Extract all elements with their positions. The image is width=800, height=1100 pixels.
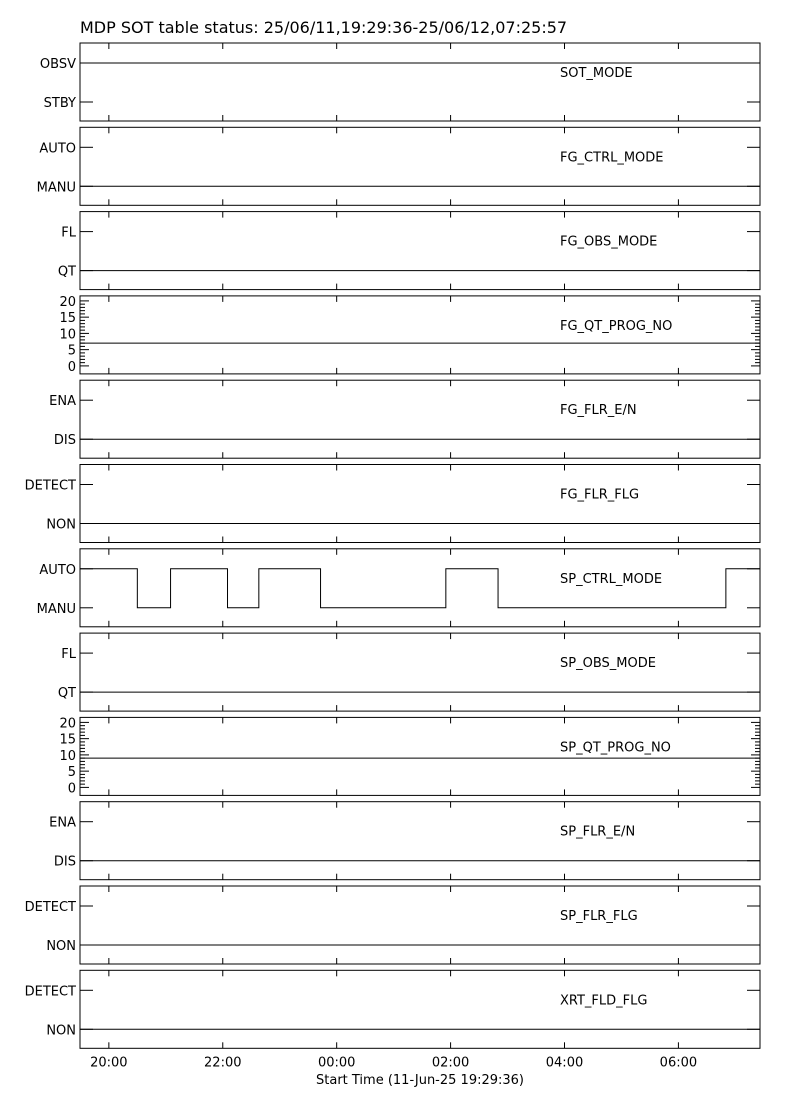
panel-sp-ctrl-mode (37, 549, 760, 627)
panel-frame (80, 717, 760, 795)
y-tick-label: AUTO (39, 562, 76, 578)
panel-series-name: SP_FLR_FLG (560, 909, 638, 924)
y-tick-label: DETECT (24, 984, 76, 1000)
y-tick-label: QT (57, 686, 76, 702)
y-tick-label: NON (46, 939, 76, 954)
y-tick-label: DIS (53, 854, 76, 870)
panel-series-name: FG_FLR_FLG (560, 487, 640, 503)
chart-title: MDP SOT table status: 25/06/11,19:29:36-25/06/12,07:25:57 (80, 18, 568, 37)
panel-frame (80, 43, 760, 121)
panel-xrt-fld-flg (25, 970, 760, 1048)
y-tick-label: NON (46, 1023, 76, 1039)
panels-group (25, 43, 760, 1048)
y-tick-label: 0 (67, 781, 76, 797)
panel-sp-obs-mode (58, 633, 760, 711)
y-tick-label: 15 (59, 311, 76, 327)
panel-fg-qt-prog-no (59, 295, 760, 375)
x-tick-label: 20:00 (90, 1055, 128, 1071)
panel-frame (80, 380, 760, 458)
y-tick-label: MANU (36, 180, 76, 196)
x-axis (90, 1055, 697, 1070)
panel-sot-mode (40, 43, 760, 121)
panel-frame (80, 127, 760, 205)
y-tick-label: DETECT (24, 900, 76, 915)
panel-series-name: SP_CTRL_MODE (560, 571, 663, 587)
panel-frame (80, 886, 760, 964)
panel-fg-ctrl-mode (37, 127, 760, 205)
panel-fg-flr-flg (25, 465, 760, 543)
panel-series-name: XRT_FLD_FLG (560, 993, 648, 1009)
y-tick-label: ENA (49, 815, 76, 831)
y-tick-label: OBSV (39, 57, 76, 72)
panel-frame (80, 465, 760, 543)
x-tick-label: 00:00 (317, 1055, 356, 1071)
y-tick-label: DIS (53, 433, 76, 449)
x-tick-label: 02:00 (431, 1055, 470, 1071)
panel-series-name: SP_FLR_E/N (560, 824, 636, 840)
panel-series-name: SP_OBS_MODE (560, 656, 656, 672)
y-tick-label: AUTO (39, 141, 76, 157)
y-tick-label: 20 (59, 294, 76, 310)
panel-frame (80, 549, 760, 627)
panel-series-name: SP_QT_PROG_NO (560, 740, 671, 756)
y-tick-label: QT (57, 264, 76, 280)
y-tick-label: MANU (36, 601, 76, 617)
panel-series-name: FG_OBS_MODE (560, 234, 658, 250)
y-tick-label: ENA (49, 394, 76, 410)
panel-fg-obs-mode (58, 212, 760, 290)
panel-fg-flr-e-n (49, 380, 760, 458)
y-tick-label: NON (46, 517, 76, 533)
x-tick-label: 06:00 (659, 1055, 698, 1071)
panel-sp-qt-prog-no (59, 716, 760, 796)
x-tick-label: 22:00 (204, 1055, 242, 1071)
panel-frame (80, 633, 760, 711)
y-tick-label: 10 (59, 327, 76, 343)
y-tick-label: 10 (59, 748, 76, 764)
panel-frame (80, 296, 760, 374)
y-tick-label: 20 (59, 716, 76, 732)
panel-series-name: FG_CTRL_MODE (560, 150, 664, 166)
panel-series-name: SOT_MODE (560, 66, 633, 81)
y-tick-label: 5 (67, 343, 76, 359)
y-tick-label: 0 (67, 359, 76, 375)
y-tick-label: FL (61, 647, 76, 663)
y-tick-label: FL (61, 225, 76, 241)
panel-frame (80, 212, 760, 290)
y-tick-label: STBY (43, 96, 76, 111)
panel-frame (80, 802, 760, 880)
y-tick-label: DETECT (24, 478, 76, 494)
x-axis-label: Start Time (11-Jun-25 19:29:36) (316, 1073, 524, 1088)
panel-series-name: FG_FLR_E/N (560, 403, 637, 419)
panel-frame (80, 970, 760, 1048)
y-tick-label: 5 (67, 765, 76, 781)
y-tick-label: 15 (59, 732, 76, 748)
panel-sp-flr-flg (25, 886, 760, 964)
x-tick-label: 04:00 (545, 1055, 584, 1071)
panel-series-name: FG_QT_PROG_NO (560, 318, 673, 334)
panel-sp-flr-e-n (49, 802, 760, 880)
